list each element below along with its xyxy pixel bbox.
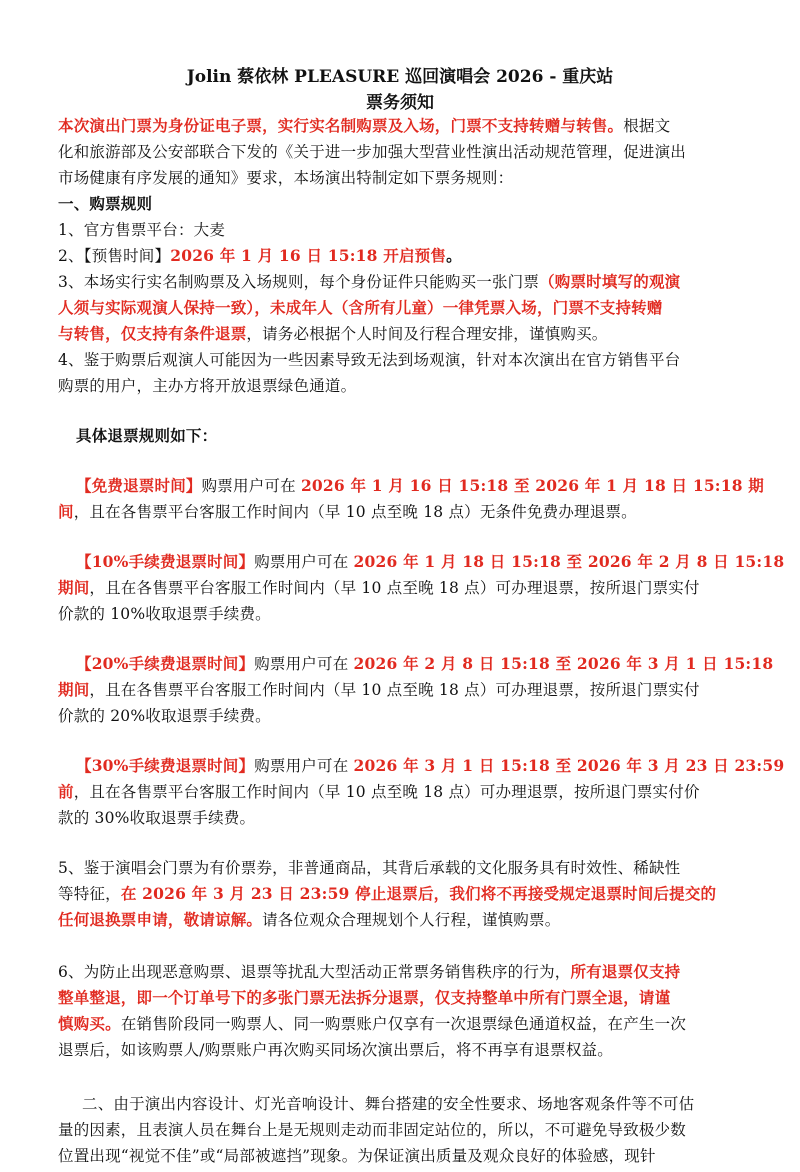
refund-30-label: 【30%手续费退票时间】 xyxy=(76,756,255,775)
rule-item-6-line-3 xyxy=(58,1012,686,1034)
intro-text: 根据文 xyxy=(623,117,671,135)
refund-free-text: 购票用户可在 xyxy=(201,477,301,495)
rule-item-3-line-3 xyxy=(58,322,608,344)
document-subtitle: 票务须知 xyxy=(366,93,434,113)
rule-item-6-line-2: 整单整退，即一个订单号下的多张门票无法拆分退票，仅支持整单中所有门票全退，请谨 xyxy=(58,988,671,1007)
rule-item-6-red: 所有退票仅支持 xyxy=(570,962,681,981)
section1-heading: 一、购票规则 xyxy=(58,194,153,213)
rule-item-5-line-2 xyxy=(58,882,716,904)
refund-30-period: 2026 年 3 月 1 日 15:18 至 2026 年 3 月 23 日 23:59 xyxy=(353,756,785,775)
rule-item-6-text-end: 在销售阶段同一购票人、同一购票账户仅享有一次退票绿色通道权益，在产生一次 xyxy=(120,1015,687,1033)
rule-item-5-red: 在 2026 年 3 月 23 日 23:59 停止退票后，我们将不再接受规定退票时间后提交的 xyxy=(120,884,717,903)
refund-free-line-2 xyxy=(58,500,637,522)
section2-line-2: 量的因素，且表演人员在舞台上是无规则走动而非固定站位的，所以，不可避免导致极少数 xyxy=(58,1121,687,1139)
refund-free-period-end: 间 xyxy=(58,502,74,521)
rule-item-4-line-1: 4、鉴于购票后观演人可能因为一些因素导致无法到场观演，针对本次演出在官方销售平台 xyxy=(58,351,681,369)
rule-item-5-line-3 xyxy=(58,908,560,930)
refund-10-line-2 xyxy=(58,576,700,598)
rule-item-2-prefix: 2、【预售时间】 xyxy=(58,247,171,265)
refund-30-line-1 xyxy=(76,754,784,776)
refund-20-line-3: 价款的 20%收取退票手续费。 xyxy=(58,707,271,725)
rule-item-2 xyxy=(58,244,462,266)
rule-item-6-text: 6、为防止出现恶意购票、退票等扰乱大型活动正常票务销售秩序的行为， xyxy=(58,963,571,981)
intro-line-2: 化和旅游部及公安部联合下发的《关于进一步加强大型营业性演出活动规范管理，促进演出 xyxy=(58,143,687,161)
intro-red-notice: 本次演出门票为身份证电子票，实行实名制购票及入场，门票不支持转赠与转售。 xyxy=(58,116,624,135)
rule-item-4-line-2: 购票的用户，主办方将开放退票绿色通道。 xyxy=(58,377,357,395)
refund-10-detail: ，且在各售票平台客服工作时间内（早 10 点至晚 18 点）可办理退票，按所退门票实付 xyxy=(89,579,700,597)
refund-heading: 具体退票规则如下： xyxy=(76,426,218,445)
rule-item-3-line-2: 人须与实际观演人保持一致），未成年人（含所有儿童）一律凭票入场，门票不支持转赠 xyxy=(58,298,663,317)
refund-free-line-1 xyxy=(76,474,764,496)
refund-30-period-end: 前 xyxy=(58,782,74,801)
presale-time: 2026 年 1 月 16 日 15:18 开启预售 xyxy=(170,246,447,265)
refund-20-line-2 xyxy=(58,678,700,700)
rule-item-5-text-end: 请各位观众合理规划个人行程，谨慎购票。 xyxy=(262,911,561,929)
refund-10-period: 2026 年 1 月 18 日 15:18 至 2026 年 2 月 8 日 15:18 xyxy=(353,552,785,571)
section2-line-3: 位置出现“视觉不佳”或“局部被遮挡”现象。为保证演出质量及观众良好的体验感，现针 xyxy=(58,1147,656,1165)
refund-20-label: 【20%手续费退票时间】 xyxy=(76,654,255,673)
refund-free-period: 2026 年 1 月 16 日 15:18 至 2026 年 1 月 18 日 15:18 期 xyxy=(300,476,764,495)
refund-20-text: 购票用户可在 xyxy=(254,655,354,673)
rule-item-1: 1、官方售票平台：大麦 xyxy=(58,221,226,239)
rule-item-3-red: （购票时填写的观演 xyxy=(539,272,681,291)
section2-line-1: 二、由于演出内容设计、灯光音响设计、舞台搭建的安全性要求、场地客观条件等不可估 xyxy=(82,1095,695,1113)
rule-item-5-text: 等特征， xyxy=(58,885,121,903)
rule-item-6-line-4: 退票后，如该购票人/购票账户再次购买同场次演出票后，将不再享有退票权益。 xyxy=(58,1041,613,1059)
refund-10-label: 【10%手续费退票时间】 xyxy=(76,552,255,571)
rule-item-3-line-1 xyxy=(58,270,680,292)
rule-item-5-line-1: 5、鉴于演唱会门票为有价票券，非普通商品，其背后承载的文化服务具有时效性、稀缺性 xyxy=(58,859,681,877)
refund-20-period: 2026 年 2 月 8 日 15:18 至 2026 年 3 月 1 日 15:18 xyxy=(353,654,774,673)
rule-item-3-text: 3、本场实行实名制购票及入场规则，每个身份证件只能购买一张门票 xyxy=(58,273,540,291)
refund-30-detail: ，且在各售票平台客服工作时间内（早 10 点至晚 18 点）可办理退票，按所退门票实付价 xyxy=(73,783,700,801)
refund-20-detail: ，且在各售票平台客服工作时间内（早 10 点至晚 18 点）可办理退票，按所退门票实付 xyxy=(89,681,700,699)
refund-10-line-3: 价款的 10%收取退票手续费。 xyxy=(58,605,271,623)
rule-item-2-suffix: 。 xyxy=(446,246,462,265)
refund-free-label: 【免费退票时间】 xyxy=(76,476,202,495)
refund-10-text: 购票用户可在 xyxy=(254,553,354,571)
rule-item-6-red-end: 慎购买。 xyxy=(58,1014,121,1033)
refund-20-period-end: 期间 xyxy=(58,680,90,699)
rule-item-3-red-end: 与转售，仅支持有条件退票 xyxy=(58,324,247,343)
rule-item-6-line-1 xyxy=(58,960,680,982)
refund-30-line-2 xyxy=(58,780,700,802)
rule-item-5-red-end: 任何退换票申请，敬请谅解。 xyxy=(58,910,263,929)
rule-item-3-text-end: ，请务必根据个人时间及行程合理安排，谨慎购买。 xyxy=(246,325,608,343)
refund-free-detail: ，且在各售票平台客服工作时间内（早 10 点至晚 18 点）无条件免费办理退票。 xyxy=(73,503,637,521)
intro-line-3: 市场健康有序发展的通知》要求，本场演出特制定如下票务规则： xyxy=(58,169,514,187)
refund-20-line-1 xyxy=(76,652,773,674)
refund-10-period-end: 期间 xyxy=(58,578,90,597)
refund-30-text: 购票用户可在 xyxy=(254,757,354,775)
refund-30-line-3: 款的 30%收取退票手续费。 xyxy=(58,809,256,827)
intro-line-1 xyxy=(58,114,670,136)
refund-10-line-1 xyxy=(76,550,784,572)
document-title: Jolin 蔡依林 PLEASURE 巡回演唱会 2026 - 重庆站 xyxy=(186,67,614,87)
